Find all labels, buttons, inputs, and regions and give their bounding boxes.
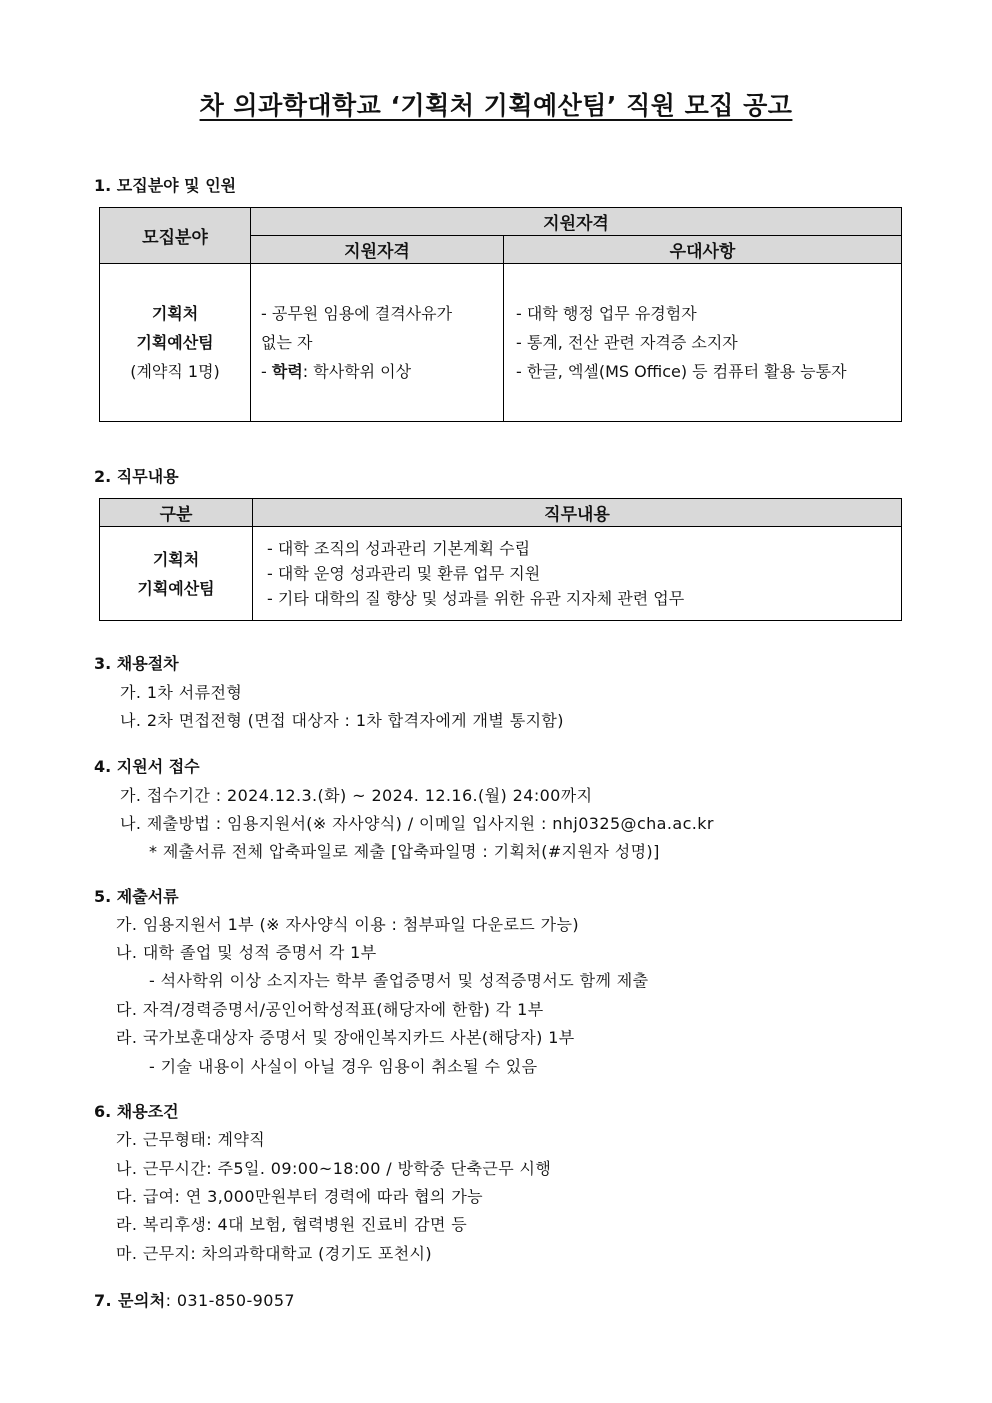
duty-line: - 대학 조직의 성과관리 기본계획 수립 [267,539,531,558]
field-line-2: 기획예산팀 [136,333,214,352]
contact-phone: : 031-850-9057 [165,1291,295,1310]
col-header-qual-group: 지원자격 [251,208,902,236]
qual-line-2: 없는 자 [261,333,313,352]
condition-line: 라. 복리후생: 4대 보험, 협력병원 진료비 감면 등 [116,1215,468,1234]
pref-line: - 한글, 엑셀(MS Office) 등 컴퓨터 활용 능통자 [516,362,847,381]
application-line: 나. 제출방법 : 임용지원서(※ 자사양식) / 이메일 입사지원 : nhj0325@cha.ac.kr [120,814,714,833]
qual-cell [251,264,504,422]
qual-line-1: - 공무원 임용에 결격사유가 [261,304,453,323]
document-line: 라. 국가보훈대상자 증명서 및 장애인복지카드 사본(해당자) 1부 [116,1028,575,1047]
col-header-field: 모집분야 [100,208,251,264]
condition-line: 다. 급여: 연 3,000만원부터 경력에 따라 협의 가능 [116,1187,484,1206]
qual-line-3 [261,357,503,386]
procedure-line: 나. 2차 면접전형 (면접 대상자 : 1차 합격자에게 개별 통지함) [120,711,564,730]
document-note: - 기술 내용이 사실이 아닐 경우 임용이 취소될 수 있음 [149,1057,538,1076]
field-cell [100,264,251,422]
qual-line-3-prefix: - [261,362,272,381]
section-6-heading: 6. 채용조건 [94,1102,179,1121]
education-value: : 학사학위 이상 [302,362,412,381]
page-title: 차 의과학대학교 ‘기획처 기획예산팀’ 직원 모집 공고 [199,91,793,120]
section-5-heading: 5. 제출서류 [94,887,179,906]
col-header-pref: 우대사항 [504,236,902,264]
pref-line: - 대학 행정 업무 유경험자 [516,304,697,323]
recruitment-table [99,207,902,422]
col-header-qual: 지원자격 [251,236,504,264]
duty-line: - 기타 대학의 질 향상 및 성과를 위한 유관 지자체 관련 업무 [267,589,685,608]
section-4-heading: 4. 지원서 접수 [94,757,200,776]
duty-line: - 대학 운영 성과관리 및 환류 업무 지원 [267,564,541,583]
condition-line: 가. 근무형태: 계약직 [116,1130,266,1149]
duty-cell [253,527,902,621]
team-line-1: 기획처 [152,549,200,569]
pref-cell [504,264,902,422]
section-3-heading: 3. 채용절차 [94,654,179,673]
document-line: 다. 자격/경력증명서/공인어학성적표(해당자에 한함) 각 1부 [116,1000,544,1019]
section-1-heading: 1. 모집분야 및 인원 [94,176,237,195]
team-line-2: 기획예산팀 [137,578,215,598]
education-label: 학력 [271,362,303,381]
procedure-line: 가. 1차 서류전형 [120,683,243,702]
application-line: 가. 접수기간 : 2024.12.3.(화) ~ 2024. 12.16.(월) 24:00까지 [120,786,593,805]
pref-line: - 통계, 전산 관련 자격증 소지자 [516,333,738,352]
document-line: 가. 임용지원서 1부 (※ 자사양식 이용 : 첨부파일 다운로드 가능) [116,915,580,934]
duty-table [99,498,902,621]
field-line-3: (계약직 1명) [130,362,220,381]
condition-line: 나. 근무시간: 주5일. 09:00~18:00 / 방학중 단축근무 시행 [116,1159,552,1178]
condition-line: 마. 근무지: 차의과학대학교 (경기도 포천시) [116,1244,433,1263]
field-line-1: 기획처 [151,304,199,323]
section-2-heading: 2. 직무내용 [94,467,179,486]
col-header-category: 구분 [100,499,253,527]
contact-line [94,1288,295,1311]
application-note: * 제출서류 전체 압축파일로 제출 [압축파일명 : 기획처(#지원자 성명)] [149,842,660,861]
document-note: - 석사학위 이상 소지자는 학부 졸업증명서 및 성적증명서도 함께 제출 [149,971,649,990]
contact-heading: 7. 문의처 [94,1291,166,1310]
document-line: 나. 대학 졸업 및 성적 증명서 각 1부 [116,943,377,962]
col-header-duty: 직무내용 [253,499,902,527]
team-cell [100,527,253,621]
